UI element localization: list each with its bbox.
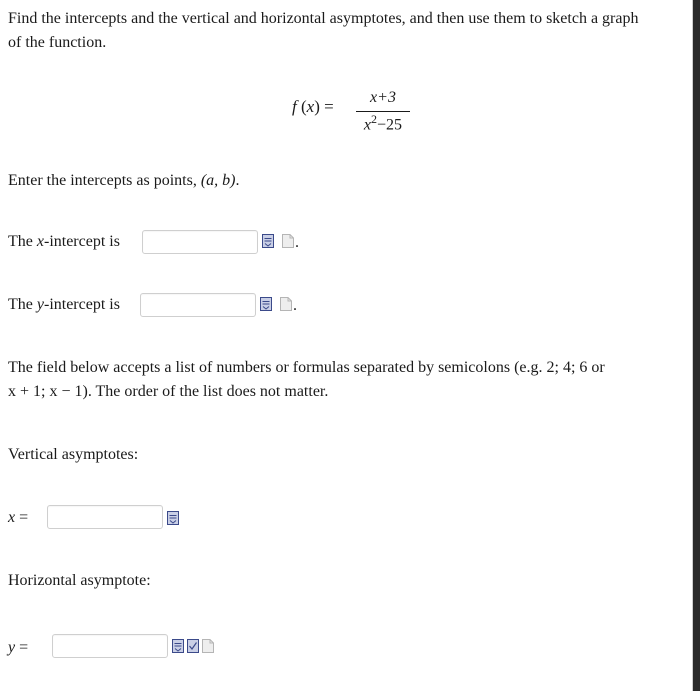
horizontal-asymptote-input[interactable] xyxy=(52,634,168,658)
document-icon[interactable] xyxy=(202,639,214,653)
x-intercept-period: . xyxy=(295,234,299,251)
horizontal-asymptote-heading: Horizontal asymptote: xyxy=(8,572,151,589)
function-formula xyxy=(292,90,422,136)
formula-editor-icon[interactable] xyxy=(262,234,274,248)
document-icon[interactable] xyxy=(280,297,292,311)
vertical-asymptote-label: x = xyxy=(8,509,29,526)
formula-editor-icon[interactable] xyxy=(172,639,184,653)
vertical-asymptotes-input[interactable] xyxy=(47,505,163,529)
list-note-line-1: The field below accepts a list of numbers or formulas separated by semicolons (e.g. 2; 4; 6 or xyxy=(8,359,605,376)
formula-numerator: x+3 xyxy=(370,89,396,106)
document-icon[interactable] xyxy=(282,234,294,248)
y-intercept-period: . xyxy=(293,297,297,314)
question-line-2: of the function. xyxy=(8,34,107,51)
y-intercept-input[interactable] xyxy=(140,293,256,317)
scrollbar[interactable] xyxy=(693,0,700,691)
horizontal-asymptote-label: y = xyxy=(8,639,29,656)
y-intercept-label: The y-intercept is xyxy=(8,296,120,313)
intercepts-instructions: Enter the intercepts as points, (a, b). xyxy=(8,172,240,189)
formula-denominator: $x^2-25$ xyxy=(363,112,403,134)
formula-lhs: f (x) = xyxy=(292,97,334,116)
list-note-line-2: x + 1; x − 1). The order of the list does not matter. xyxy=(8,383,329,400)
formula-editor-icon[interactable] xyxy=(260,297,272,311)
x-intercept-label: The x-intercept is xyxy=(8,233,120,250)
vertical-asymptotes-heading: Vertical asymptotes: xyxy=(8,446,139,463)
formula-editor-icon[interactable] xyxy=(167,511,179,525)
checklist-icon[interactable] xyxy=(187,639,199,653)
question-line-1: Find the intercepts and the vertical and horizontal asymptotes, and then use them to sketch a graph xyxy=(8,10,639,27)
x-intercept-input[interactable] xyxy=(142,230,258,254)
